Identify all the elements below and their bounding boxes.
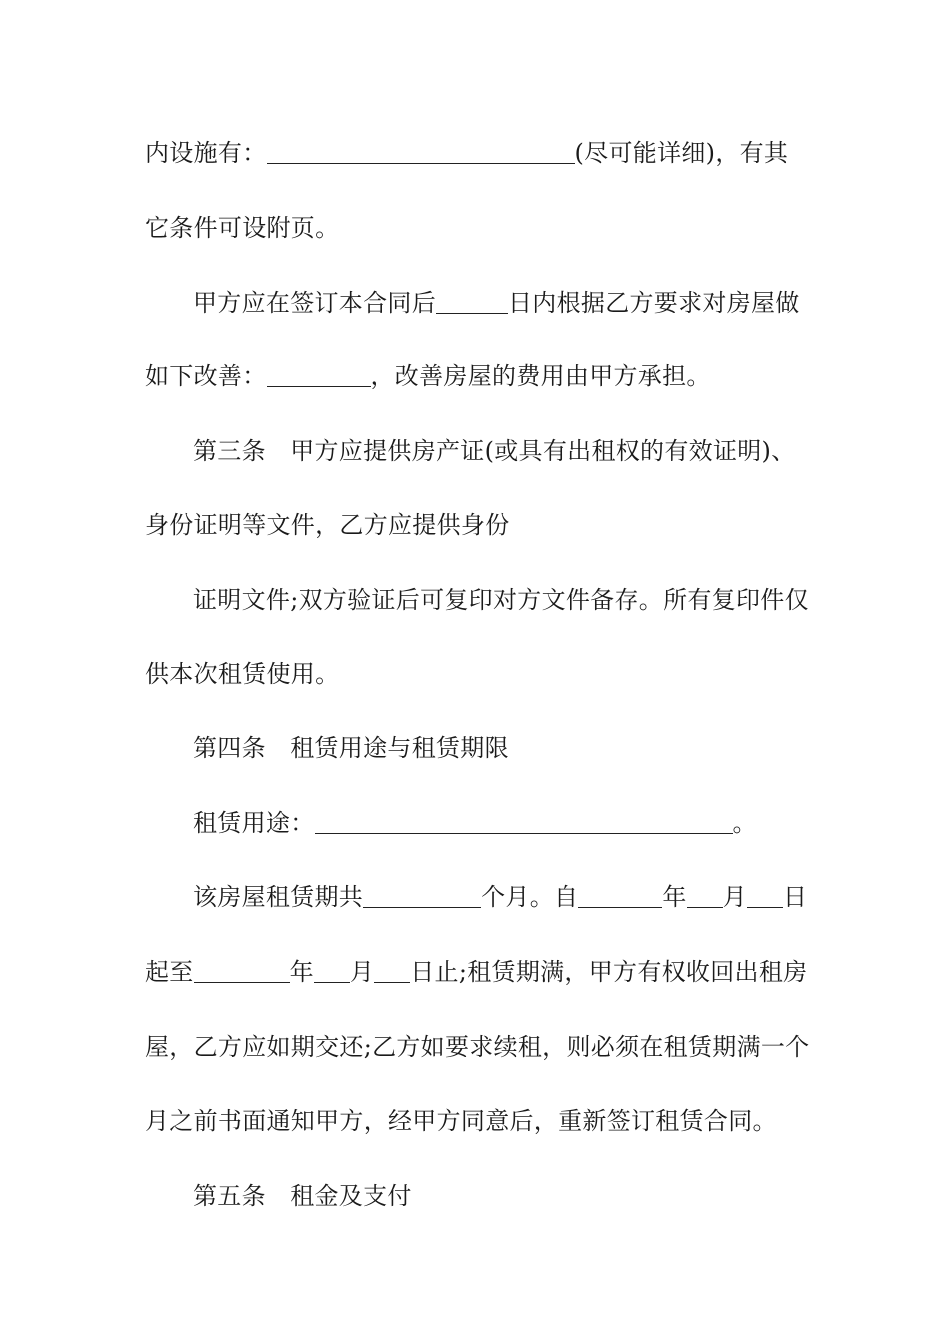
text-segment: 内设施有：: [145, 139, 267, 167]
text-segment: 证明文件;双方验证后可复印对方文件备存。所有复印件仅: [193, 586, 809, 614]
text-segment: 日: [782, 883, 808, 911]
text-segment: 日止;租赁期满，甲方有权收回出租房: [410, 958, 808, 986]
text-segment: 甲方应在签订本合同后: [193, 289, 436, 317]
text-line: [193, 287, 810, 319]
fill-in-blank[interactable]: [687, 885, 723, 908]
fill-in-blank[interactable]: [267, 364, 371, 387]
fill-in-blank[interactable]: [314, 960, 350, 983]
text-segment: 年: [289, 958, 314, 986]
text-line: [145, 137, 810, 169]
section-heading: [193, 732, 810, 764]
text-segment: 如下改善：: [145, 362, 267, 390]
fill-in-blank[interactable]: [747, 885, 783, 908]
text-segment: 起至: [145, 958, 194, 986]
text-line: [193, 807, 810, 839]
text-segment: 该房屋租赁期共: [193, 883, 364, 911]
text-segment: ，改善房屋的费用由甲方承担。: [370, 362, 711, 390]
text-segment: 供本次租赁使用。: [145, 660, 340, 688]
text-line: [145, 1031, 810, 1063]
fill-in-blank[interactable]: [363, 885, 481, 908]
text-segment: 屋，乙方应如期交还;乙方如要求续租，则必须在租赁期满一个: [145, 1033, 810, 1061]
text-segment: 第四条 租赁用途与租赁期限: [193, 734, 509, 762]
section-heading: [193, 1180, 810, 1212]
text-line: [145, 212, 810, 244]
text-segment: 。: [732, 809, 757, 837]
text-segment: 租赁用途：: [193, 809, 315, 837]
text-segment: 它条件可设附页。: [145, 214, 340, 242]
text-line: [193, 881, 810, 913]
fill-in-blank[interactable]: [374, 960, 410, 983]
text-segment: 月之前书面通知甲方，经甲方同意后，重新签订租赁合同。: [145, 1107, 777, 1135]
text-line: [193, 584, 810, 616]
text-segment: 第五条 租金及支付: [193, 1182, 412, 1210]
text-segment: 年: [662, 883, 687, 911]
text-segment: (尽可能详细)，有其: [574, 139, 789, 167]
text-line: [145, 360, 810, 392]
text-line: [145, 658, 810, 690]
text-segment: 月: [349, 958, 375, 986]
text-segment: 身份证明等文件，乙方应提供身份: [145, 511, 510, 539]
text-line: [145, 956, 810, 988]
text-line: [145, 509, 810, 541]
fill-in-blank[interactable]: [436, 291, 508, 314]
fill-in-blank[interactable]: [267, 141, 575, 164]
fill-in-blank[interactable]: [315, 811, 733, 834]
text-line: [145, 1105, 810, 1137]
fill-in-blank[interactable]: [578, 885, 662, 908]
text-segment: 日内根据乙方要求对房屋做: [508, 289, 800, 317]
text-segment: 个月。自: [481, 883, 579, 911]
fill-in-blank[interactable]: [194, 960, 290, 983]
text-segment: 月: [722, 883, 747, 911]
text-line: [193, 435, 810, 467]
text-segment: 第三条 甲方应提供房产证(或具有出租权的有效证明)、: [193, 437, 796, 465]
